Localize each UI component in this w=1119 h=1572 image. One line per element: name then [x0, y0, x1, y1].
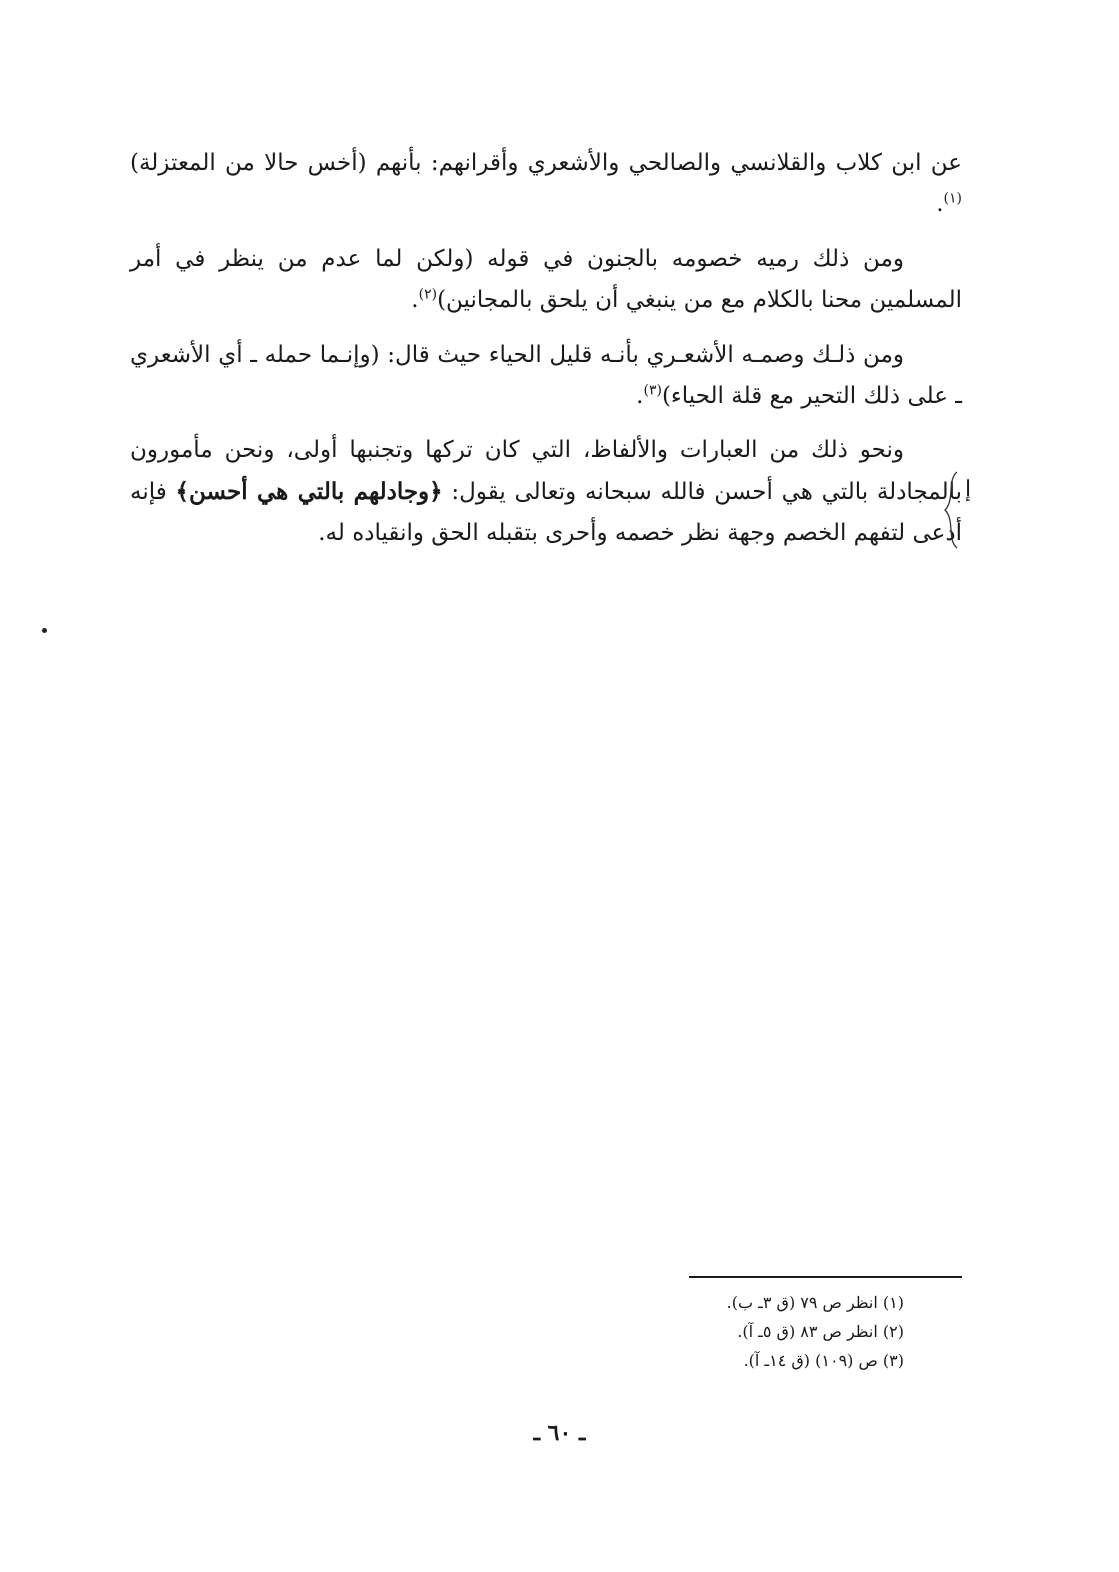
footnotes	[600, 1288, 962, 1375]
paragraph-3	[130, 335, 962, 417]
footnote-ref-1: (١)	[943, 190, 962, 207]
paragraph-2	[130, 239, 962, 321]
paragraph-2-period: .	[411, 287, 419, 313]
paragraph-2-text: ومن ذلك رميه خصومه بالجنون في قوله (ولكن لما عدم من ينظر في أمر المسلمين محنا بالكلام مع من ينبغي أن يلحق بالمجانين)	[130, 246, 962, 313]
paragraph-3-period: .	[636, 383, 644, 409]
paragraph-4-text-start: ونحو ذلك من العبارات والألفاظ، التي كان تركها وتجنبها أولى، ونحن مأمورون بالمجادلة بالتي هي أحسن فالله سبحانه وتعالى يقول:	[130, 437, 963, 505]
footnote-ref-2: (٢)	[418, 286, 438, 303]
margin-brace-mark	[941, 470, 961, 550]
footnote-1: (١) انظر ص ٧٩ (ق ٣ـ ب).	[726, 1293, 904, 1312]
scan-speck	[42, 628, 47, 633]
paragraph-4-text-end: فإنه أدعى لتفهم الخصم وجهة نظر خصمه وأحرى بتقبله الحق وانقياده له.	[130, 479, 962, 546]
footnote-3: (٣) ص (١٠٩) (ق ١٤ـ آ).	[743, 1351, 904, 1370]
paragraph-1-text: عن ابن كلاب والقلانسي والصالحي والأشعري وأقرانهم: بأنهم (أخس حالا من المعتزلة)	[130, 150, 962, 176]
paragraph-1-period: .	[936, 191, 944, 217]
paragraph-4	[130, 430, 962, 554]
page-number: ـ ٦٠ ـ	[533, 1420, 586, 1446]
quran-verse: ﴿وجادلهم بالتي هي أحسن﴾	[175, 478, 443, 505]
margin-annotation: إ	[965, 477, 972, 502]
paragraph-1	[130, 143, 962, 225]
paragraph-3-text: ومن ذلـك وصمـه الأشعـري بأنـه قليل الحياء حيث قال: (وإنـما حمله ـ أي الأشعري ـ على ذلك التحير مع قلة الحياء)	[130, 342, 962, 409]
footnote-divider	[689, 1276, 962, 1278]
footnote-ref-3: (٣)	[643, 382, 662, 399]
footnote-2: (٢) انظر ص ٨٣ (ق ٥ـ آ).	[737, 1322, 904, 1341]
